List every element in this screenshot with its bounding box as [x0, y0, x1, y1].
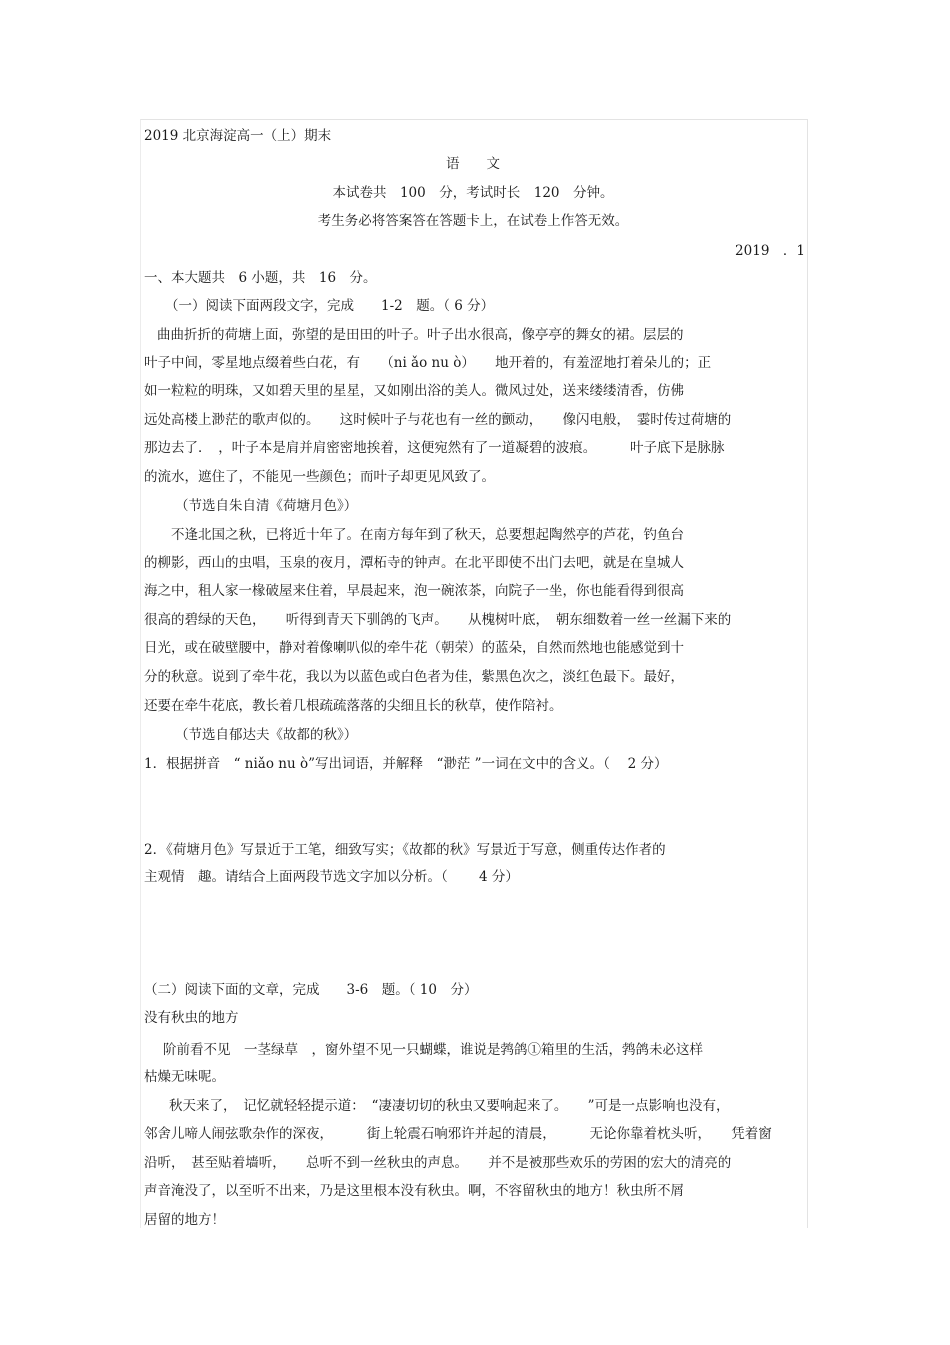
part1-intro: （一）阅读下面两段文字，完成 1-2 题。（ 6 分）: [165, 298, 495, 314]
passage2-line: 不逢北国之秋，已将近十年了。在南方每年到了秋天，总要想起陶然亭的芦花，钓鱼台: [171, 527, 684, 543]
passage1-line: 远处高楼上渺茫的歌声似的。 这时候叶子与花也有一丝的颤动， 像闪电般， 霎时传过荷塘的: [144, 412, 732, 428]
article-line: 声音淹没了，以至听不出来，乃是这里根本没有秋虫。啊，不容留秋虫的地方！秋虫所不屑: [144, 1183, 684, 1199]
passage2-line: 很高的碧绿的天色， 听得到青天下驯鸽的飞声。 从槐树叶底， 朝东细数着一丝一丝漏下来的: [144, 612, 732, 628]
passage1-line: 曲曲折折的荷塘上面，弥望的是田田的叶子。叶子出水很高，像亭亭的舞女的裙。层层的: [157, 327, 684, 343]
section-heading: 一、本大题共 6 小题，共 16 分。: [144, 270, 377, 286]
passage2-line: 日光，或在破壁腰中，静对着像喇叭似的牵牛花（朝荣）的蓝朵，自然而然地也能感觉到十: [144, 640, 684, 656]
article-title: 没有秋虫的地方: [144, 1010, 239, 1026]
passage2-line: 还要在牵牛花底，教长着几根疏疏落落的尖细且长的秋草，使作陪衬。: [144, 698, 563, 714]
question-2-line: 2．《荷塘月色》写景近于工笔，细致写实；《故都的秋》写景近于写意，侧重传达作者的: [144, 842, 666, 858]
article-line: 枯燥无味呢。: [144, 1069, 225, 1085]
part2-intro: （二）阅读下面的文章，完成 3-6 题。（ 10 分）: [144, 982, 478, 998]
question-1: 1．根据拼音 “ niǎo nu ò”写出词语，并解释 “渺茫 ”一词在文中的含义。（ 2 分）: [144, 756, 668, 772]
question-2-line: 主观情 趣。请结合上面两段节选文字加以分析。（ 4 分）: [144, 869, 519, 885]
passage1-line: 的流水，遮住了，不能见一些颜色；而叶子却更见风致了。: [144, 469, 495, 485]
passage2-line: 分的秋意。说到了牵牛花，我以为以蓝色或白色者为佳，紫黑色次之，淡红色最下。最好，: [144, 669, 684, 685]
passage1-line: 叶子中间，零星地点缀着些白花，有 （ni ǎo nu ò） 地开着的，有羞涩地打着朵儿的；正: [144, 355, 712, 371]
passage2-source: （节选自郁达夫《故都的秋》）: [175, 727, 358, 743]
article-line: 沿听， 甚至贴着墙听， 总听不到一丝秋虫的声息。 并不是被那些欢乐的劳困的宏大的清亮的: [144, 1155, 732, 1171]
article-line: 秋天来了， 记忆就轻轻提示道： “凄凄切切的秋虫又要响起来了。 ”可是一点影响也没有，: [169, 1098, 730, 1114]
exam-date: 2019 ．1: [735, 243, 805, 259]
passage1-source: （节选自朱自清《荷塘月色》）: [175, 498, 358, 514]
subject-title: 语 文: [446, 156, 500, 172]
passage2-line: 的柳影，西山的虫唱，玉泉的夜月，潭柘寺的钟声。在北平即使不出门去吧，就是在皇城人: [144, 555, 684, 571]
passage1-line: 那边去了． ，叶子本是肩并肩密密地挨着，这便宛然有了一道凝碧的波痕。 叶子底下是脉脉: [144, 440, 725, 456]
article-line: 阶前看不见 一茎绿草 ，窗外望不见一只蝴蝶，谁说是鹁鸽①箱里的生活，鹁鸽未必这样: [163, 1042, 703, 1058]
exam-title: 2019 北京海淀高一（上）期末: [144, 128, 332, 144]
passage2-line: 海之中，租人家一椽破屋来住着，早晨起来，泡一碗浓茶，向院子一坐，你也能看得到很高: [144, 583, 684, 599]
exam-info-instruction: 考生务必将答案答在答题卡上，在试卷上作答无效。: [317, 213, 629, 229]
passage1-line: 如一粒粒的明珠，又如碧天里的星星，又如刚出浴的美人。微风过处，送来缕缕清香，仿佛: [144, 383, 684, 399]
article-line: 邻舍儿啼人闹弦歌杂作的深夜， 街上轮震石响邪许并起的清晨， 无论你靠着枕头听， 凭着窗: [144, 1126, 772, 1142]
article-line: 居留的地方！: [144, 1212, 225, 1228]
exam-info-duration: 本试卷共 100 分，考试时长 120 分钟。: [332, 185, 614, 201]
